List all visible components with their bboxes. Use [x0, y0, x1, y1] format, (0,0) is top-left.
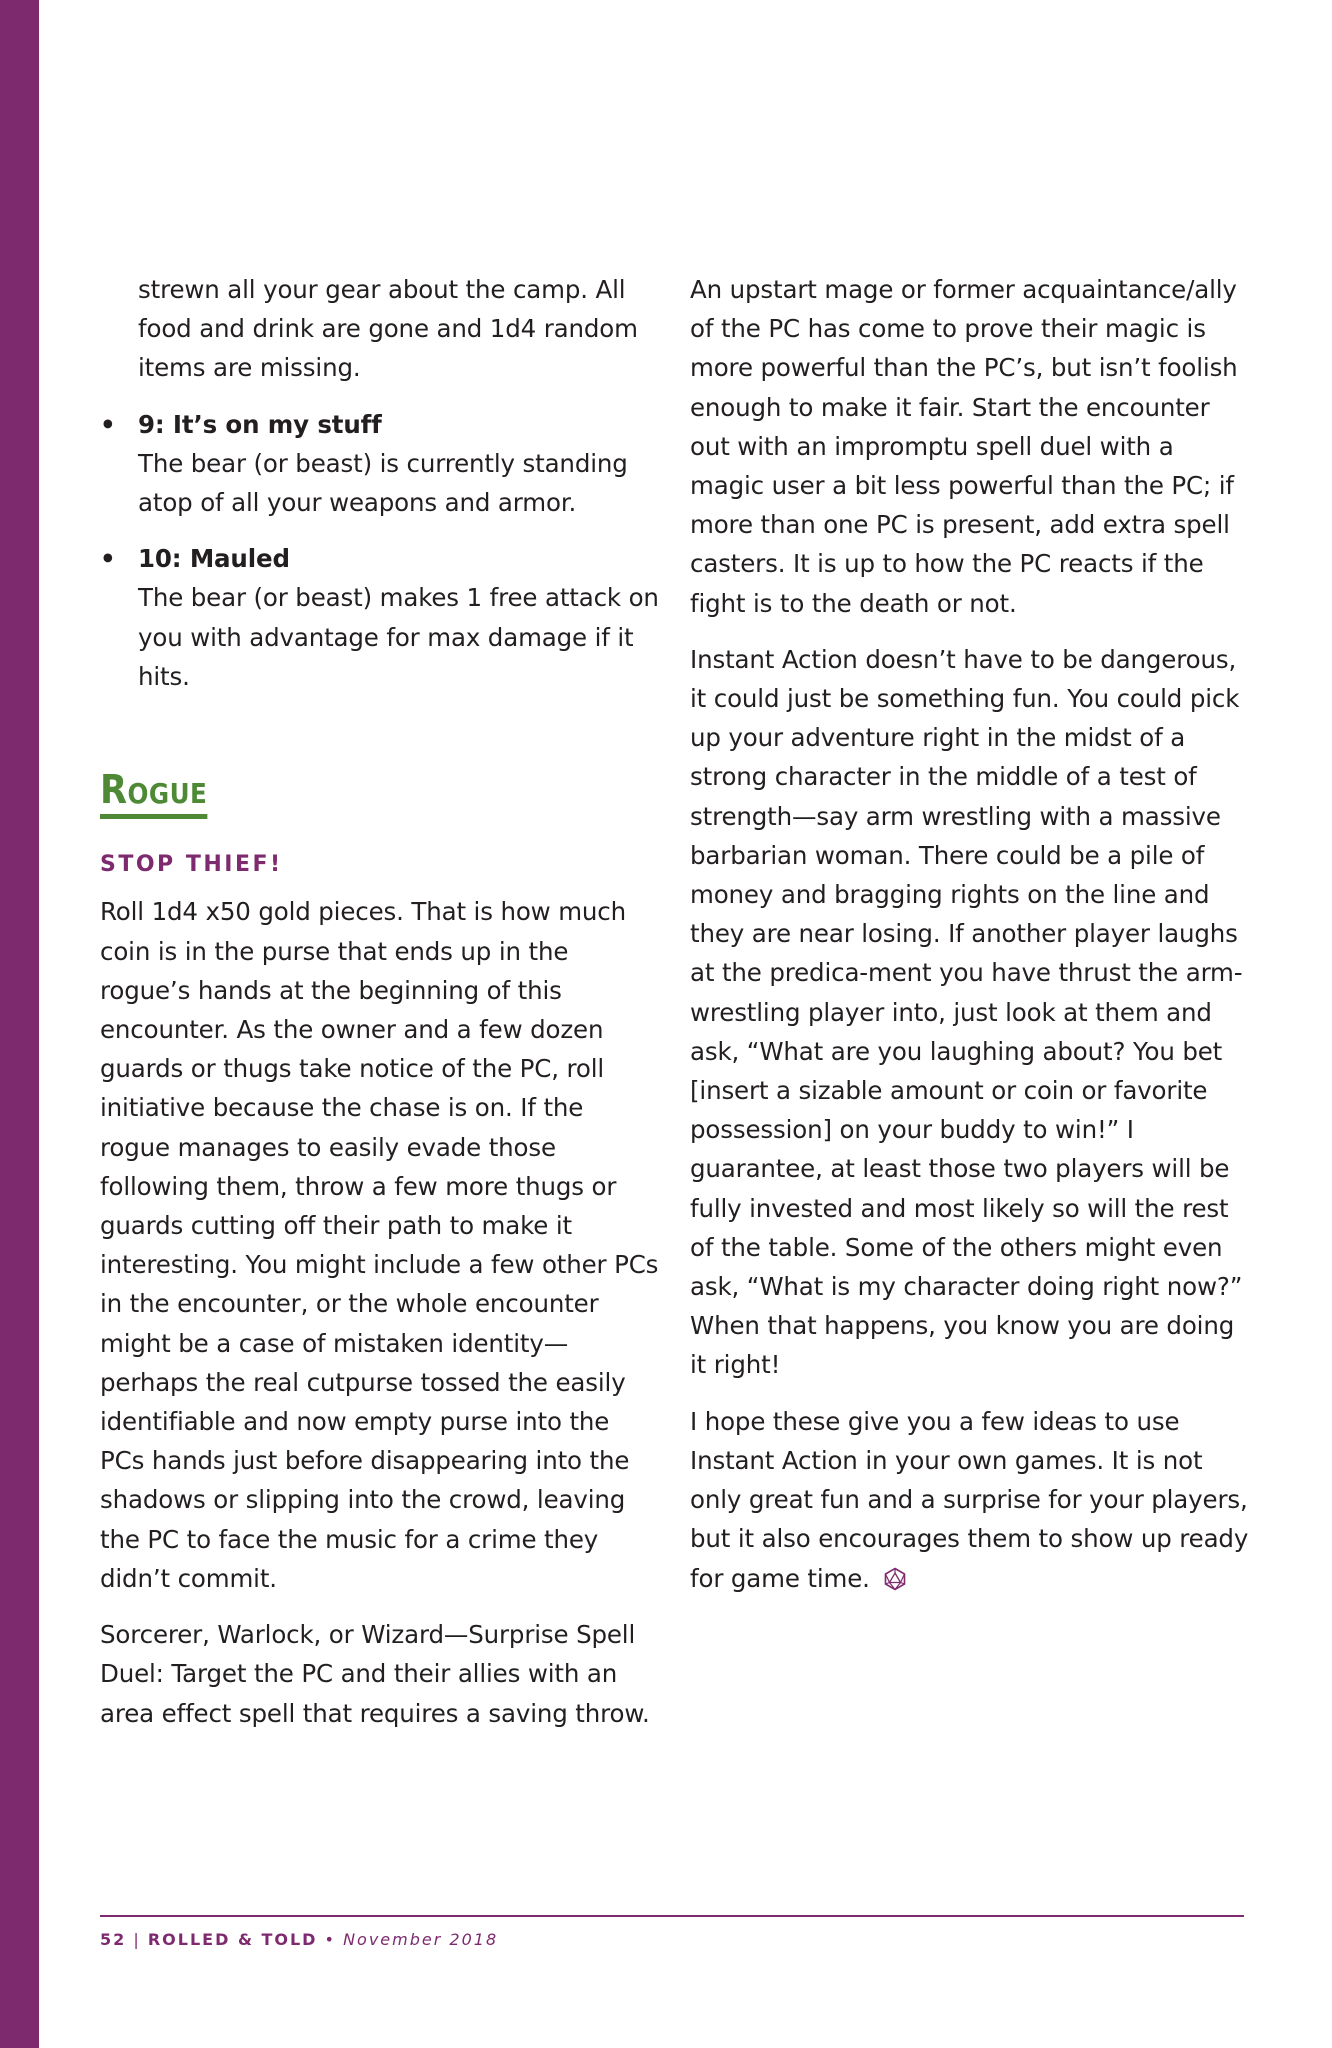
body-paragraph: Sorcerer, Warlock, or Wizard—Surprise Spell Duel: Target the PC and their allies with an area effect spell that requires a saving throw.: [100, 1620, 650, 1728]
d20-icon: [883, 1567, 907, 1591]
list-item: [100, 405, 660, 523]
body-paragraph: Instant Action doesn’t have to be dangerous, it could just be something fun. You could pick up your adventure right in the midst of a strong character in the middle of a test of strength—say arm wrestling with a massive barbarian woman. There could be a pile of money and bragging rights on the line and they are near losing. If another player laughs at the predica-ment you have thrust the arm-wrestling player into, just look at them and ask, “What are you laughing about? You bet [insert a sizable amount or coin or favorite possession] on your buddy to win!” I guarantee, at least those two players will be fully invested and most likely so will the rest of the table. Some of the others might even ask, “What is my character doing right now?” When that happens, you know you are doing it right!: [690, 644, 1243, 1380]
section-title-wrapper: [100, 713, 660, 819]
bullet-text: The bear (or beast) makes 1 free attack on you with advantage for max damage if it hits.: [138, 583, 659, 691]
bullet-dot: •: [100, 544, 116, 574]
body-paragraph: Roll 1d4 x50 gold pieces. That is how much coin is in the purse that ends up in the rogue’s hands at the beginning of this encounter. As the owner and a few dozen guards or thugs take notice of the PC, roll initiative because the chase is on. If the rogue manages to easily evade those following them, throw a few more thugs or guards cutting off their path to make it interesting. You might include a few other PCs in the encounter, or the whole encounter might be a case of mistaken identity—perhaps the real cutpurse tossed the easily identifiable and now empty purse into the PCs hands just before disappearing into the shadows or slipping into the crowd, leaving the PC to face the music for a crime they didn’t commit.: [100, 897, 659, 1593]
page-number: 52: [100, 1930, 127, 1949]
body-paragraph: An upstart mage or former acquaintance/ally of the PC has come to prove their magic is more powerful than the PC’s, but isn’t foolish enough to make it fair. Start the encounter out with an impromptu spell duel with a magic user a bit less powerful than the PC; if more than one PC is present, add extra spell casters. It is up to how the PC reacts if the fight is to the death or not.: [690, 275, 1238, 618]
publication-name: ROLLED & TOLD: [147, 1930, 318, 1949]
right-column: [690, 270, 1250, 1615]
bullet-title: 9: It’s on my stuff: [138, 409, 382, 439]
closing-text: I hope these give you a few ideas to use Instant Action in your own games. It is not only great fun and a surprise for your players, but it also encourages them to show up ready for game time.: [690, 1406, 1249, 1593]
page-footer: [100, 1930, 498, 1949]
bullet-text: The bear (or beast) is currently standing atop of all your weapons and armor.: [138, 448, 628, 518]
page-edge-band: [0, 0, 39, 2048]
footer-separator: |: [133, 1930, 141, 1949]
left-column: [100, 270, 660, 1750]
intro-continuation: strewn all your gear about the camp. All food and drink are gone and 1d4 random items are missing.: [138, 275, 638, 383]
closing-paragraph: [690, 1402, 1250, 1598]
subheading: STOP THIEF!: [100, 852, 283, 878]
section-title: Rogue: [100, 771, 207, 819]
list-item: [100, 539, 660, 696]
issue-date: November 2018: [343, 1930, 499, 1949]
footer-rule: [100, 1915, 1244, 1917]
bullet-title: 10: Mauled: [138, 544, 290, 574]
bullet-dot: •: [100, 409, 116, 439]
footer-bullet: •: [324, 1930, 336, 1949]
